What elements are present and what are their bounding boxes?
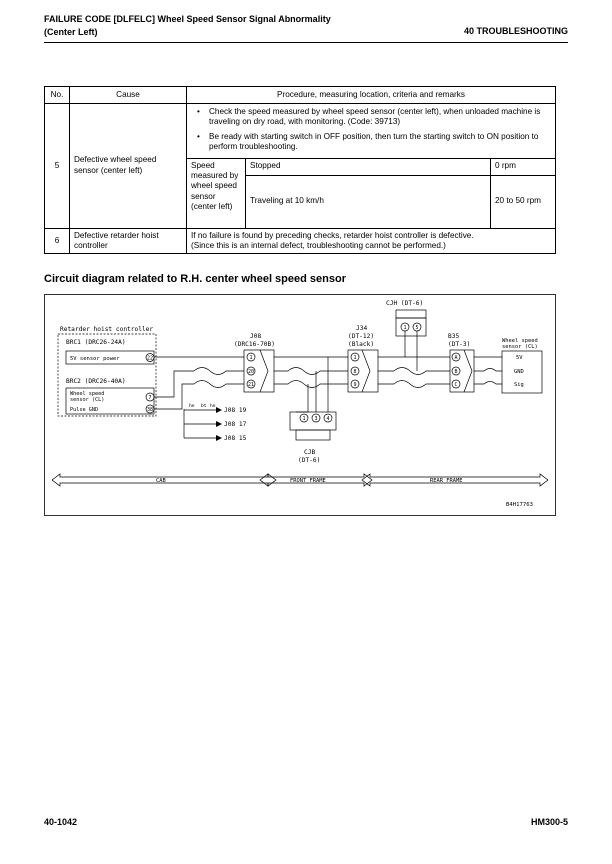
- col-no: No.: [45, 87, 70, 104]
- wire-mark-3: he: [210, 404, 216, 409]
- pin7: 7: [148, 395, 152, 401]
- cjh-pin-1: 1: [403, 325, 407, 331]
- zone-front-frame: FRONT FRAME: [290, 478, 326, 484]
- brc1-label: BRC1 (DRC26-24A): [66, 339, 126, 346]
- wire-mark-1: he: [189, 404, 195, 409]
- page-header-title: [44, 13, 331, 39]
- cjb-bottom: [296, 430, 330, 440]
- j08-branch-15: J08 15: [224, 435, 247, 442]
- col-procedure: Procedure, measuring location, criteria and remarks: [187, 87, 556, 104]
- cjh-pin-5: 5: [415, 325, 419, 331]
- sensor-title-2: sensor (CL): [502, 344, 538, 350]
- b35-chevron: [464, 350, 472, 392]
- table-row: [45, 228, 556, 254]
- row5-val2: 20 to 50 rpm: [491, 175, 556, 228]
- circuit-diagram: [44, 294, 556, 516]
- controller-label: Retarder hoist controller: [60, 326, 154, 333]
- page-number: 40-1042: [44, 817, 78, 827]
- table-row: [45, 104, 556, 159]
- b35-conn: (DT-3): [448, 341, 471, 348]
- row5-cond2: Traveling at 10 km/h: [246, 175, 491, 228]
- cjb-conn: (DT-6): [298, 457, 321, 464]
- branch-arrows: [216, 407, 222, 441]
- cjh-pins: [401, 323, 421, 331]
- sensor-signal-2: sensor (CL): [70, 397, 105, 403]
- sensor-term-sig: Sig: [514, 382, 524, 388]
- model-number: HM300-5: [530, 817, 568, 827]
- b35-pin-b: B: [454, 369, 458, 375]
- row5-val1: 0 rpm: [491, 158, 556, 175]
- row5-procedure: [187, 104, 556, 159]
- troubleshooting-table: [44, 86, 556, 254]
- sensor-term-5v: 5V: [516, 355, 523, 361]
- j34-pin-9: 9: [353, 382, 357, 388]
- pulse-gnd-label: Pulse GND: [70, 407, 99, 413]
- header-title-line1: FAILURE CODE [DLFELC] Wheel Speed Sensor Signal Abnormality: [44, 14, 331, 24]
- j34-color: (Black): [348, 341, 375, 348]
- wire-mark-2: bt: [201, 404, 207, 409]
- sensor-term-gnd: GND: [514, 369, 524, 375]
- row6-no: 6: [45, 228, 70, 254]
- zone-cab: CAB: [156, 478, 166, 484]
- b35-pin-c: C: [454, 382, 458, 388]
- j08-chevron: [260, 350, 268, 392]
- sensor-title-1: Wheel speed: [502, 338, 538, 344]
- row5-param: Speed measured by wheel speed sensor (center left): [187, 158, 246, 228]
- brc2-label: BRC2 (DRC26-40A): [66, 378, 126, 385]
- table-header-row: [45, 87, 556, 104]
- j08-conn: (DRC16-70B): [234, 341, 275, 348]
- header-rule: [44, 42, 568, 43]
- cjh-label: CJH (DT-6): [386, 300, 424, 307]
- pin38: 38: [146, 407, 154, 413]
- cjh-box: [396, 318, 426, 336]
- sensor-power-label: 5V sensor power: [70, 356, 120, 362]
- cjb-label: CJB: [304, 449, 316, 456]
- j34-pins: [351, 353, 359, 388]
- row6-procedure-line2: (Since this is an internal defect, troubleshooting cannot be performed.): [191, 241, 446, 251]
- col-cause: Cause: [70, 87, 187, 104]
- row5-cond1: Stopped: [246, 158, 491, 175]
- row5-bullet1: • Check the speed measured by wheel speed sensor (center left), when unloaded machine is traveling on dry road, with monitoring. (Code: 39713): [191, 107, 551, 128]
- j08-pin-1: 1: [249, 355, 253, 361]
- j08-pin-21: 21: [247, 382, 255, 388]
- j34-pin-1: 1: [353, 355, 357, 361]
- pin22: 22: [146, 355, 154, 362]
- controller-box: [58, 334, 156, 416]
- j34-label: J34: [356, 325, 368, 332]
- drawing-number: B4H17763: [506, 502, 533, 508]
- cjb-pin-3: 3: [314, 416, 318, 422]
- j34-chevron: [362, 350, 370, 392]
- b35-pin-a: A: [454, 355, 458, 361]
- b35-label: B35: [448, 333, 460, 340]
- zone-rear-frame: REAR FRAME: [430, 478, 463, 484]
- b35-pins: [452, 353, 460, 388]
- sensor-signal-1: Wheel speed: [70, 391, 105, 397]
- j08-label: J08: [250, 333, 262, 340]
- j08-branch-19: J08 19: [224, 407, 247, 414]
- cjb-pin-1: 1: [302, 416, 306, 422]
- j08-branch-17: J08 17: [224, 421, 247, 428]
- j34-conn: (DT-12): [348, 333, 375, 340]
- header-title-line2: (Center Left): [44, 27, 98, 37]
- j34-pin-8: 8: [353, 369, 357, 375]
- section-title: Circuit diagram related to R.H. center wheel speed sensor: [44, 273, 346, 285]
- j08-pin-20: 20: [247, 369, 255, 375]
- j08-pins: [247, 353, 255, 388]
- cjb-pins: [300, 414, 332, 422]
- cjb-pin-4: 4: [326, 416, 330, 422]
- row6-cause: Defective retarder hoist controller: [70, 228, 187, 254]
- cjh-top: [396, 310, 426, 318]
- row5-cause: Defective wheel speed sensor (center left): [70, 104, 187, 229]
- row6-procedure-line1: If no failure is found by preceding checks, retarder hoist controller is defective.: [191, 230, 474, 240]
- row5-no: 5: [45, 104, 70, 229]
- row6-procedure: [187, 228, 556, 254]
- header-section: 40 TROUBLESHOOTING: [463, 26, 568, 36]
- row5-bullet2: • Be ready with starting switch in OFF position, then turn the starting switch to ON position to perform troubleshooting.: [191, 132, 551, 153]
